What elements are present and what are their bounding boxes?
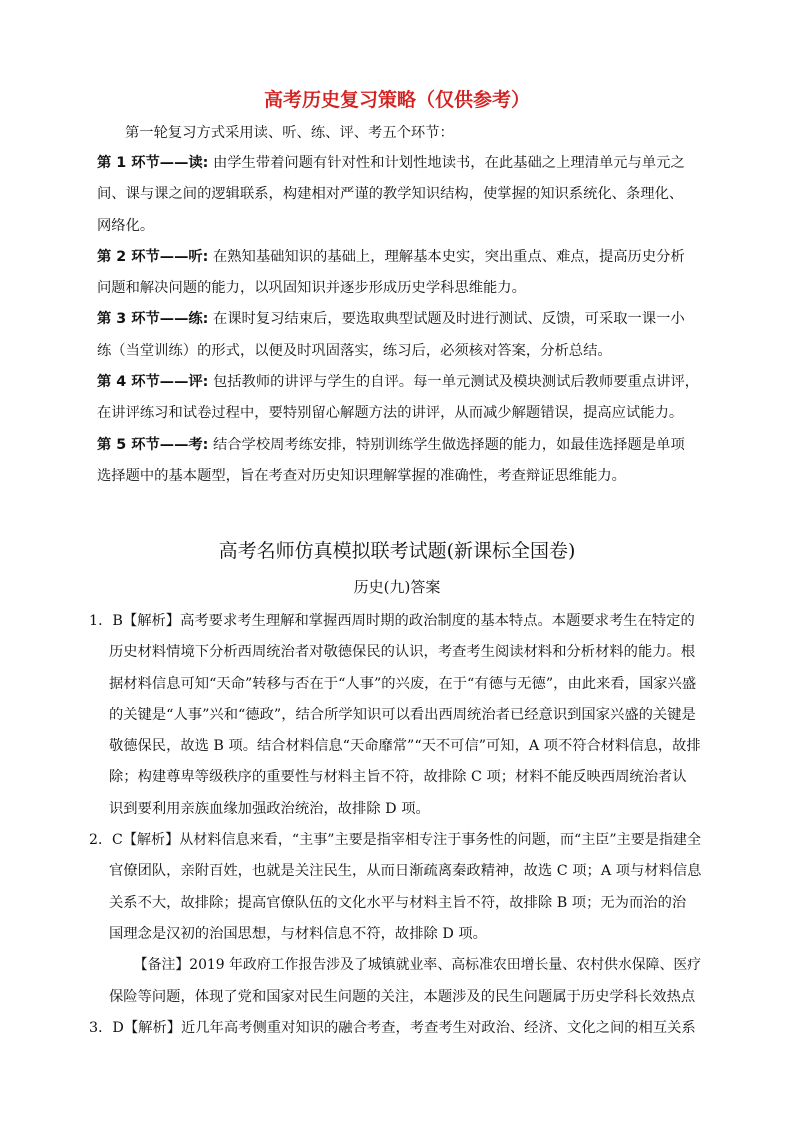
answer-line: 除；构建尊卑等级秩序的重要性与材料主旨不符，故排除 C 项；材料不能反映西周统治者认 <box>109 769 687 786</box>
note-line: 保险等问题，体现了党和国家对民生问题的关注，本题涉及的民生问题属于历史学科长效热点 <box>109 988 696 1005</box>
stage-1 <box>97 148 699 242</box>
answer-line: 识到要利用亲族血缘加强政治统治，故排除 D 项。 <box>109 800 430 817</box>
exam-subtitle: 历史(九)答案 <box>353 578 441 596</box>
intro-line: 第一轮复习方式采用读、听、练、评、考五个环节： <box>125 125 454 141</box>
stage-line: 间、课与课之间的逻辑联系，构建相对严谨的教学知识结构，使掌握的知识系统化、条理化、 <box>97 186 684 203</box>
stage-line: 网络化。 <box>97 217 155 234</box>
answer-line: 敬德保民，故选 B 项。结合材料信息“天命靡常”“天不可信”可知，A 项不符合材料信息，故排 <box>108 738 701 755</box>
stage-line: 结合学校周考练安排，特别训练学生做选择题的能力，如最佳选择题是单项 <box>212 436 685 453</box>
strategy-intro <box>97 118 699 149</box>
stage-3 <box>97 304 699 367</box>
answer-1 <box>89 606 701 825</box>
stage-5 <box>97 430 699 493</box>
answer-line: 历史材料情境下分析西周统治者对敬德保民的认识，考查考生阅读材料和分析材料的能力。根 <box>109 644 696 661</box>
answer-line: 国理念是汉初的治国思想，与材料信息不符，故排除 D 项。 <box>109 925 487 942</box>
stage-line: 由学生带着问题有针对性和计划性地读书，在此基础之上理清单元与单元之 <box>212 155 685 171</box>
stage-label: 第 5 环节——考: <box>97 436 209 453</box>
answer-line: 的关键是“人事”兴和“德政”，结合所学知识可以看出西周统治者已经意识到国家兴盛的关键是 <box>109 706 696 723</box>
answer-list <box>89 606 701 1044</box>
answer-line: 关系不大，故排除；提高官僚队伍的文化水平与材料主旨不符，故排除 B 项；无为而治的治 <box>109 894 687 911</box>
stage-label: 第 2 环节——听: <box>97 248 209 265</box>
answer-line: 3．D【解析】近几年高考侧重对知识的融合考查，考查考生对政治、经济、文化之间的相互关系 <box>89 1019 696 1036</box>
answer-line: 官僚团队，亲附百姓，也就是关注民生，从而日渐疏离秦政精神，故选 C 项；A 项与材料信息 <box>109 863 702 880</box>
answer-note <box>89 950 701 1013</box>
stage-list <box>97 148 699 492</box>
stage-2 <box>97 242 699 305</box>
stage-line: 在讲评练习和试卷过程中，要特别留心解题方法的讲评，从而减少解题错误，提高应试能力。 <box>97 405 684 422</box>
note-line: 【备注】2019 年政府工作报告涉及了城镇就业率、高标准农田增长量、农村供水保障、医疗 <box>133 957 702 974</box>
stage-4 <box>97 367 699 430</box>
answer-3 <box>89 1013 701 1044</box>
stage-line: 选择题中的基本题型，旨在考查对历史知识理解掌握的准确性，考查辩证思维能力。 <box>97 467 626 484</box>
stage-label: 第 4 环节——评: <box>97 374 209 391</box>
stage-label: 第 3 环节——练: <box>97 311 209 328</box>
answer-line: 2．C【解析】从材料信息来看，“主事”主要是指宰相专注于事务性的问题，而“主臣”主要是指建全 <box>89 832 702 849</box>
answer-line: 据材料信息可知“天命”转移与否在于“人事”的兴废，在于“有德与无德”，由此来看，国家兴盛 <box>109 675 697 692</box>
strategy-title: 高考历史复习策略（仅供参考） <box>263 89 530 111</box>
exam-title: 高考名师仿真模拟联考试题(新课标全国卷) <box>218 540 576 562</box>
stage-line: 在课时复习结束后，要选取典型试题及时进行测试、反馈，可采取一课一小 <box>212 311 685 328</box>
answer-line: 1．B【解析】高考要求考生理解和掌握西周时期的政治制度的基本特点。本题要求考生在特定的 <box>89 613 695 629</box>
stage-line: 包括教师的讲评与学生的自评。每一单元测试及模块测试后教师要重点讲评， <box>212 374 700 391</box>
stage-line: 在熟知基础知识的基础上，理解基本史实，突出重点、难点，提高历史分析 <box>212 248 685 265</box>
stage-label: 第 1 环节——读: <box>97 155 209 171</box>
answer-2 <box>89 825 701 950</box>
stage-line: 问题和解决问题的能力，以巩固知识并逐步形成历史学科思维能力。 <box>97 280 526 297</box>
stage-line: 练（当堂训练）的形式，以便及时巩固落实，练习后，必须核对答案，分析总结。 <box>97 342 612 359</box>
